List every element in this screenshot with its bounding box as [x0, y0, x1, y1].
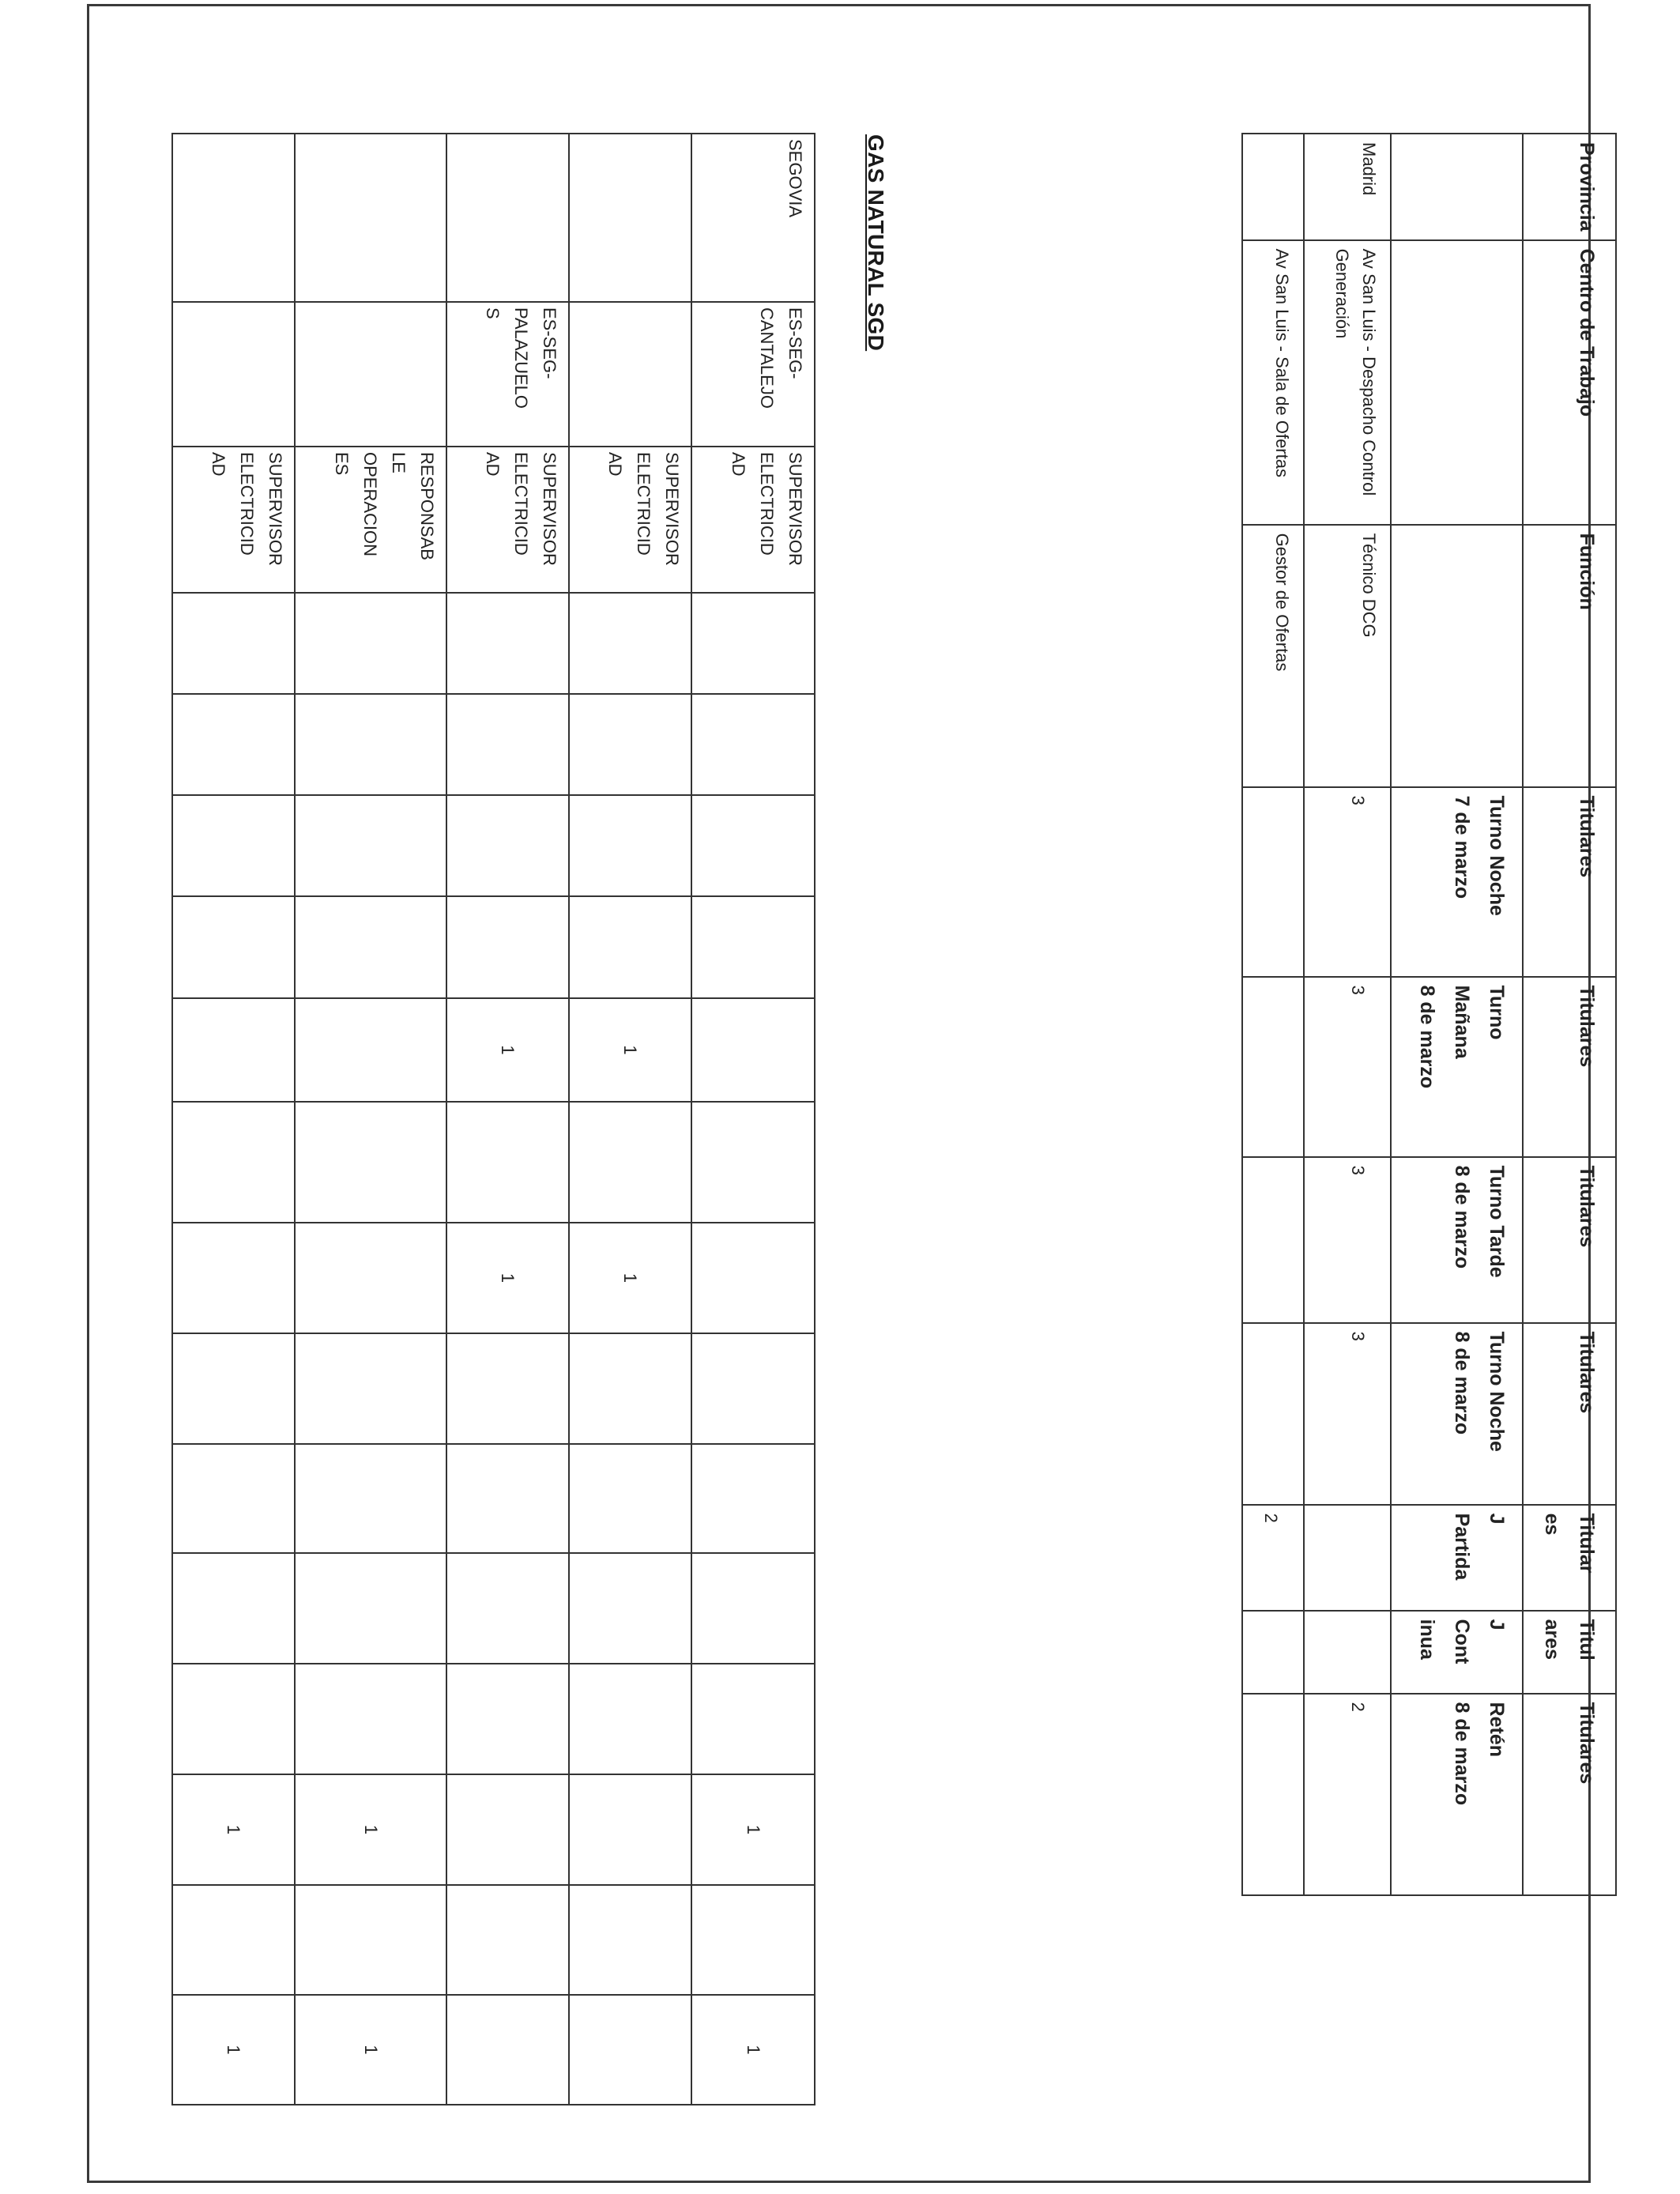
header-titulares: Titulares — [1523, 787, 1616, 977]
table-row — [1304, 134, 1391, 1895]
header-provincia: Provincia — [1523, 134, 1616, 240]
cell-value — [569, 1102, 691, 1223]
cell-funcion: Gestor de Ofertas — [1242, 525, 1304, 787]
gas-header-row — [1523, 134, 1616, 1895]
cell-value — [691, 1664, 815, 1774]
cell-value — [172, 998, 295, 1102]
cell-value — [691, 1553, 815, 1664]
cell-value — [446, 1553, 569, 1664]
cell-value — [569, 1664, 691, 1774]
cell-provincia — [446, 134, 569, 302]
cell-value — [691, 1333, 815, 1444]
subheader-blank — [1391, 134, 1523, 240]
cell-value: 3 — [1304, 787, 1391, 977]
cell-value — [446, 1885, 569, 1995]
cell-value: 3 — [1304, 1157, 1391, 1323]
cell-value — [172, 1444, 295, 1553]
cell-value — [172, 694, 295, 795]
cell-value: 1 — [172, 1995, 295, 2105]
cell-value — [569, 896, 691, 998]
cell-value — [172, 593, 295, 694]
cell-value: 1 — [446, 998, 569, 1102]
cell-value — [295, 896, 446, 998]
cell-value: 1 — [446, 1223, 569, 1333]
cell-value — [295, 795, 446, 896]
cell-value — [295, 694, 446, 795]
cell-value: 1 — [691, 1774, 815, 1885]
cell-value — [1242, 1323, 1304, 1505]
table-row — [691, 134, 815, 2105]
cell-funcion: SUPERVISOR ELECTRICID AD — [172, 447, 295, 593]
header-titulares: Titul ares — [1523, 1611, 1616, 1694]
cell-funcion: SUPERVISOR ELECTRICID AD — [446, 447, 569, 593]
cell-value — [172, 1223, 295, 1333]
subheader-turno: Turno Noche 7 de marzo — [1391, 787, 1523, 977]
cell-value — [295, 998, 446, 1102]
table-row — [295, 134, 446, 2105]
subheader-turno: J Cont inua — [1391, 1611, 1523, 1694]
gas-natural-table — [1241, 133, 1617, 1896]
cell-value — [446, 1774, 569, 1885]
cell-value: 1 — [295, 1774, 446, 1885]
cell-value — [569, 694, 691, 795]
cell-value — [446, 1102, 569, 1223]
cell-funcion: SUPERVISOR ELECTRICID AD — [569, 447, 691, 593]
cell-value — [569, 1774, 691, 1885]
cell-value — [446, 896, 569, 998]
cell-funcion: SUPERVISOR ELECTRICID AD — [691, 447, 815, 593]
cell-centro — [295, 302, 446, 447]
segovia-table — [171, 133, 816, 2105]
cell-value — [295, 1885, 446, 1995]
header-titulares: Titulares — [1523, 1694, 1616, 1895]
cell-value — [446, 795, 569, 896]
subheader-turno: Turno Mañana 8 de marzo — [1391, 977, 1523, 1157]
table-row — [1242, 134, 1304, 1895]
cell-value: 1 — [172, 1774, 295, 1885]
subheader-blank — [1391, 525, 1523, 787]
cell-funcion: Técnico DCG — [1304, 525, 1391, 787]
cell-value — [691, 998, 815, 1102]
cell-value — [172, 1553, 295, 1664]
cell-value — [691, 795, 815, 896]
subheader-turno: J Partida — [1391, 1505, 1523, 1611]
cell-value — [172, 1102, 295, 1223]
cell-value — [569, 1444, 691, 1553]
cell-provincia — [1242, 134, 1304, 240]
table-row — [172, 134, 295, 2105]
cell-value: 1 — [569, 1223, 691, 1333]
cell-value — [691, 1444, 815, 1553]
cell-value — [569, 593, 691, 694]
cell-value — [446, 694, 569, 795]
cell-value — [569, 795, 691, 896]
cell-value — [1242, 977, 1304, 1157]
cell-centro: Av San Luis - Despacho Control Generación — [1304, 240, 1391, 525]
subheader-blank — [1391, 240, 1523, 525]
cell-value — [446, 1444, 569, 1553]
subheader-turno: Retén 8 de marzo — [1391, 1694, 1523, 1895]
cell-value — [569, 1333, 691, 1444]
cell-provincia: SEGOVIA — [691, 134, 815, 302]
header-titulares: Titular es — [1523, 1505, 1616, 1611]
cell-value: 1 — [295, 1995, 446, 2105]
cell-value: 2 — [1304, 1694, 1391, 1895]
cell-value — [446, 1664, 569, 1774]
cell-value — [1242, 1611, 1304, 1694]
cell-centro: Av San Luis - Sala de Ofertas — [1242, 240, 1304, 525]
cell-value — [172, 795, 295, 896]
cell-provincia — [569, 134, 691, 302]
cell-value — [446, 593, 569, 694]
cell-value — [1304, 1505, 1391, 1611]
cell-value — [569, 1553, 691, 1664]
header-titulares: Titulares — [1523, 1323, 1616, 1505]
cell-value — [691, 694, 815, 795]
cell-value — [691, 1223, 815, 1333]
cell-value — [1242, 1694, 1304, 1895]
cell-provincia: Madrid — [1304, 134, 1391, 240]
cell-centro: ES-SEG- PALAZUELO S — [446, 302, 569, 447]
cell-value — [1242, 787, 1304, 977]
cell-centro: ES-SEG- CANTALEJO — [691, 302, 815, 447]
cell-value — [295, 1223, 446, 1333]
cell-value — [172, 1885, 295, 1995]
table-row — [569, 134, 691, 2105]
gas-subheader-row — [1391, 134, 1523, 1895]
cell-centro — [569, 302, 691, 447]
cell-value — [446, 1333, 569, 1444]
section-title: GAS NATURAL SGD — [864, 134, 888, 352]
header-titulares: Titulares — [1523, 977, 1616, 1157]
cell-value: 2 — [1242, 1505, 1304, 1611]
cell-funcion: RESPONSAB LE OPERACION ES — [295, 447, 446, 593]
cell-value — [172, 896, 295, 998]
cell-value — [691, 1102, 815, 1223]
header-centro: Centro de Trabajo — [1523, 240, 1616, 525]
header-titulares: Titulares — [1523, 1157, 1616, 1323]
cell-provincia — [172, 134, 295, 302]
cell-value — [1242, 1157, 1304, 1323]
cell-value: 1 — [569, 998, 691, 1102]
cell-centro — [172, 302, 295, 447]
cell-value — [295, 1102, 446, 1223]
cell-value: 1 — [691, 1995, 815, 2105]
cell-value: 3 — [1304, 977, 1391, 1157]
table-row — [446, 134, 569, 2105]
cell-value — [295, 1664, 446, 1774]
subheader-turno: Turno Noche 8 de marzo — [1391, 1323, 1523, 1505]
header-funcion: Función — [1523, 525, 1616, 787]
cell-value — [691, 1885, 815, 1995]
cell-value — [569, 1995, 691, 2105]
cell-value — [691, 896, 815, 998]
cell-provincia — [295, 134, 446, 302]
cell-value — [295, 593, 446, 694]
cell-value — [691, 593, 815, 694]
cell-value — [295, 1444, 446, 1553]
cell-value — [172, 1333, 295, 1444]
cell-value — [569, 1885, 691, 1995]
cell-value — [295, 1333, 446, 1444]
cell-value — [172, 1664, 295, 1774]
cell-value — [1304, 1611, 1391, 1694]
cell-value: 3 — [1304, 1323, 1391, 1505]
subheader-turno: Turno Tarde 8 de marzo — [1391, 1157, 1523, 1323]
cell-value — [295, 1553, 446, 1664]
cell-value — [446, 1995, 569, 2105]
